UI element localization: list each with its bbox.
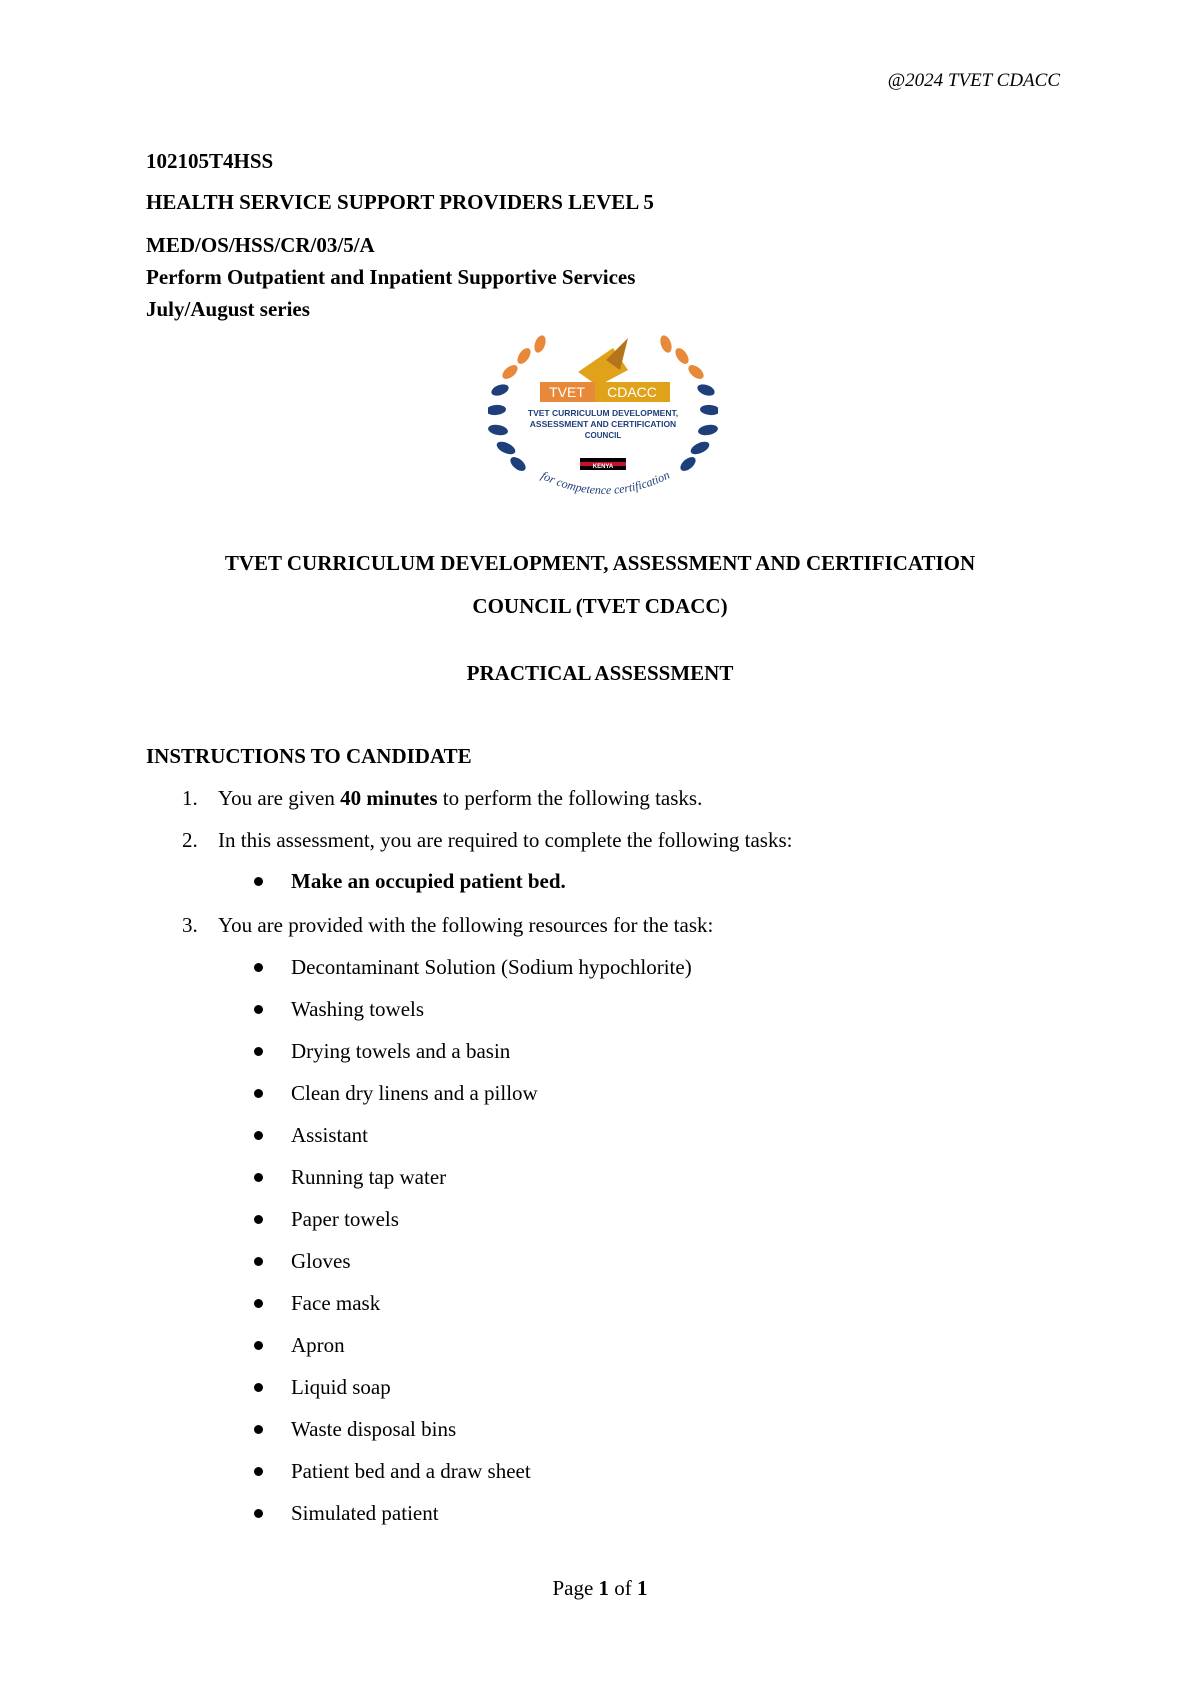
item-number: 1.	[182, 786, 198, 810]
resource-item: Patient bed and a draw sheet	[291, 1459, 531, 1483]
unit-title: Perform Outpatient and Inpatient Supportive Services	[146, 265, 636, 289]
resource-item: Face mask	[291, 1291, 381, 1315]
logo-line3: COUNCIL	[584, 431, 622, 440]
footer-page-word: Page	[552, 1576, 599, 1600]
bullet-dot	[254, 963, 263, 972]
paper-code: 102105T4HSS	[146, 149, 274, 173]
instruction-item-1	[218, 786, 702, 811]
assessment-type: PRACTICAL ASSESSMENT	[466, 661, 734, 685]
bullet-dot	[254, 1425, 263, 1434]
laurel-right	[658, 334, 718, 474]
header-watermark: @2024 TVET CDACC	[887, 70, 1060, 91]
bullet-dot	[254, 877, 263, 886]
item-number: 3.	[182, 913, 198, 937]
council-name-line2: COUNCIL (TVET CDACC)	[472, 594, 728, 618]
item1-post: to perform the following tasks.	[437, 786, 703, 810]
resource-item: Clean dry linens and a pillow	[291, 1081, 538, 1105]
bullet-dot	[254, 1509, 263, 1518]
logo-motto: for competence certification	[538, 467, 672, 498]
tvet-cdacc-logo	[488, 330, 718, 520]
council-name-line1: TVET CURRICULUM DEVELOPMENT, ASSESSMENT AND CERTIFICATION	[224, 551, 976, 575]
resource-item: Assistant	[291, 1123, 369, 1147]
bullet-dot	[254, 1467, 263, 1476]
bullet-dot	[254, 1047, 263, 1056]
brand-left-text: TVET	[549, 384, 585, 400]
bullet-dot	[254, 1383, 263, 1392]
resource-item: Running tap water	[291, 1165, 447, 1189]
logo-line2: ASSESSMENT AND CERTIFICATION	[529, 419, 677, 429]
laurel-left	[488, 334, 548, 474]
resource-item: Paper towels	[291, 1207, 399, 1231]
bullet-dot	[254, 1173, 263, 1182]
programme-title: HEALTH SERVICE SUPPORT PROVIDERS LEVEL 5	[146, 190, 654, 214]
svg-text:for competence certification	[539, 468, 672, 497]
resource-item: Simulated patient	[291, 1501, 439, 1525]
resource-item: Drying towels and a basin	[291, 1039, 511, 1063]
resource-item: Decontaminant Solution (Sodium hypochlorite)	[291, 955, 692, 979]
instructions-title: INSTRUCTIONS TO CANDIDATE	[146, 744, 472, 768]
footer-of-word: of	[609, 1576, 638, 1600]
resource-item: Apron	[291, 1333, 345, 1357]
total-pages: 1	[637, 1576, 648, 1600]
current-page: 1	[598, 1576, 610, 1600]
item-number: 2.	[182, 828, 198, 852]
time-limit: 40 minutes	[340, 786, 438, 810]
bullet-dot	[254, 1215, 263, 1224]
bullet-dot	[254, 1005, 263, 1014]
brand-right-text: CDACC	[607, 384, 657, 400]
resource-item: Liquid soap	[291, 1375, 391, 1399]
page-footer	[0, 1576, 1200, 1601]
bullet-dot	[254, 1299, 263, 1308]
bullet-dot	[254, 1257, 263, 1266]
bullet-dot	[254, 1131, 263, 1140]
bullet-dot	[254, 1341, 263, 1350]
logo-line1: TVET CURRICULUM DEVELOPMENT,	[527, 408, 679, 418]
task-item: Make an occupied patient bed.	[291, 869, 566, 893]
exam-series: July/August series	[146, 297, 310, 321]
resource-item: Washing towels	[291, 997, 425, 1021]
instruction-item-3: You are provided with the following resources for the task:	[218, 913, 714, 937]
bullet-dot	[254, 1089, 263, 1098]
flag-label: KENYA	[592, 464, 614, 470]
item1-pre: You are given	[218, 786, 341, 810]
instruction-item-2: In this assessment, you are required to complete the following tasks:	[218, 828, 793, 852]
unit-code: MED/OS/HSS/CR/03/5/A	[146, 233, 375, 257]
resource-item: Gloves	[291, 1249, 351, 1273]
resource-item: Waste disposal bins	[291, 1417, 457, 1441]
